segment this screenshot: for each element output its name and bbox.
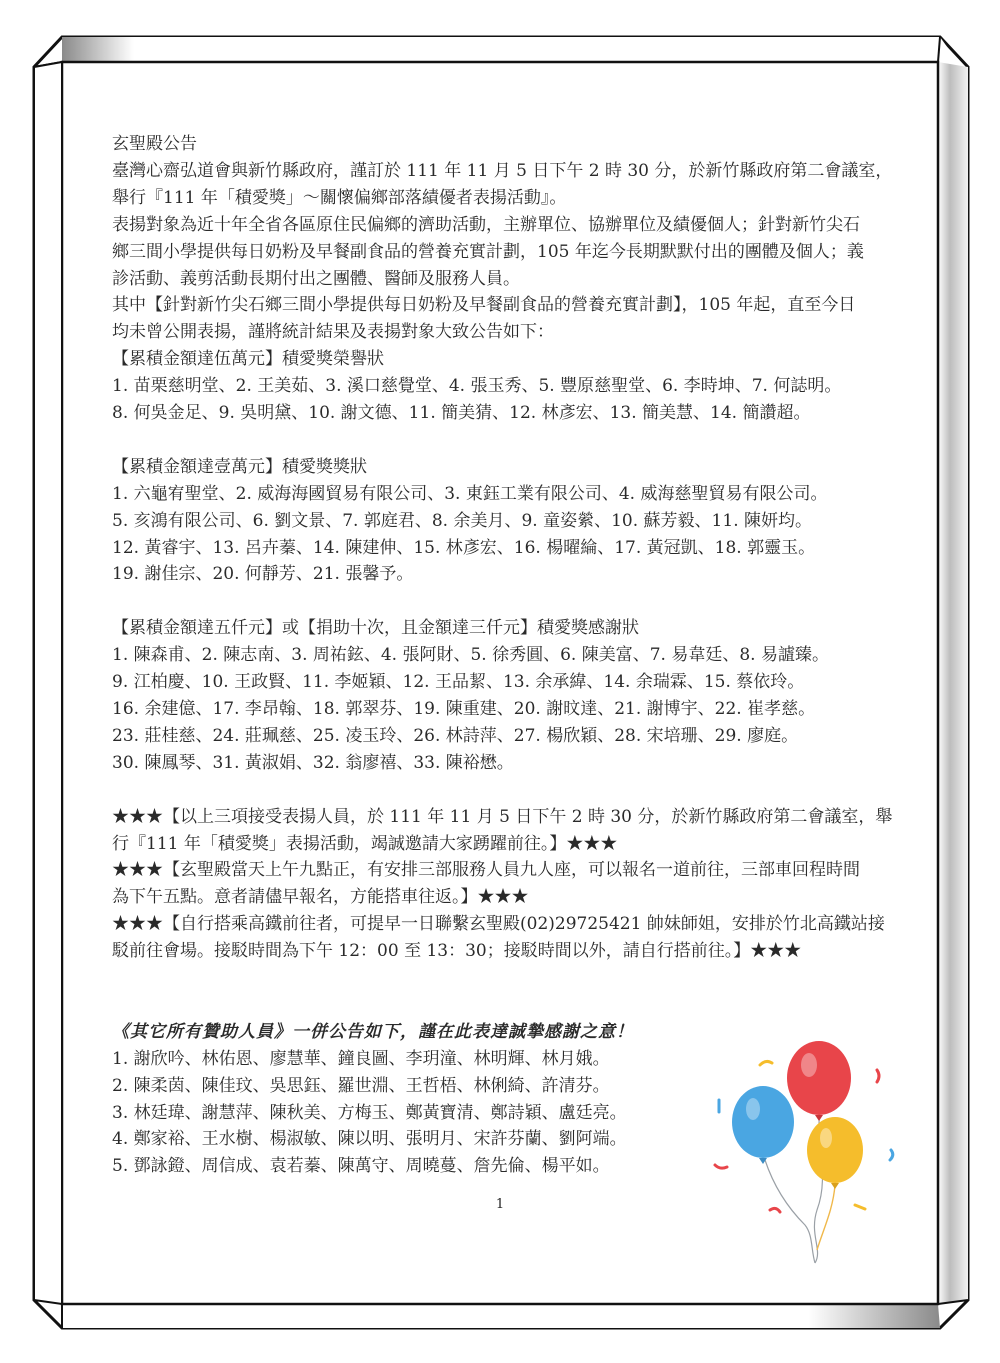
- sponsor-list-line: 5. 鄧詠鐙、周信成、袁若蓁、陳萬守、周曉蔓、詹先倫、楊平如。: [112, 1156, 610, 1177]
- announcement-bus: 為下午五點。意者請儘早報名，方能搭車往返。】★★★: [112, 887, 529, 908]
- award-list-line: 1. 陳森甫、2. 陳志南、3. 周祐鉉、4. 張阿財、5. 徐秀圓、6. 陳美富、7. 易韋廷、8. 易謯臻。: [112, 645, 829, 666]
- announcement-ceremony: ★★★【以上三項接受表揚人員，於 111 年 11 月 5 日下午 2 時 30 分，於新竹縣政府第二會議室，舉: [112, 806, 893, 827]
- intro-line: 均未曾公開表揚，謹將統計結果及表揚對象大致公告如下：: [112, 322, 554, 343]
- announcement-hsr: 駁前往會場。接駁時間為下午 12：00 至 13：30；接駁時間以外，請自行搭前往。】★★★: [112, 941, 802, 962]
- award-list-line: 5. 亥鴻有限公司、6. 劉文景、7. 郭庭君、8. 余美月、9. 童姿縈、10. 蘇芳毅、11. 陳妍均。: [112, 510, 812, 531]
- sponsor-list-line: 2. 陳柔茵、陳佳玟、吳思鈺、羅世淵、王哲梧、林俐綺、許清芬。: [112, 1075, 610, 1096]
- spacer: [112, 777, 897, 804]
- balloons-icon: [705, 1035, 905, 1265]
- spacer: [112, 427, 897, 454]
- page-number: 1: [495, 1197, 505, 1212]
- spacer: [112, 588, 897, 615]
- sponsor-list-line: 1. 謝欣吟、林佑恩、廖慧華、鐘良圖、李玥潼、林明輝、林月娥。: [112, 1048, 610, 1069]
- spacer: [112, 965, 897, 1019]
- award-list-line: 12. 黃睿宇、13. 呂卉蓁、14. 陳建伸、15. 林彥宏、16. 楊曜綸、17. 黃冠凱、18. 郭靈玉。: [112, 537, 816, 558]
- notice-body: [112, 131, 897, 1180]
- notice-title: 玄聖殿公告: [112, 134, 197, 154]
- sponsor-list-line: 4. 鄭家裕、王水樹、楊淑敏、陳以明、張明月、宋許芬蘭、劉阿端。: [112, 1129, 627, 1150]
- award-heading-50000: 【累積金額達伍萬元】積愛獎榮譽狀: [112, 349, 384, 370]
- intro-line: 鄉三間小學提供每日奶粉及早餐副食品的營養充實計劃，105 年迄今長期默默付出的團體及個人；義: [112, 241, 864, 262]
- sponsor-list-line: 3. 林廷瑋、謝慧萍、陳秋美、方梅玉、鄭黃寶清、鄭詩穎、盧廷亮。: [112, 1102, 627, 1123]
- intro-line: 診活動、義剪活動長期付出之團體、醫師及服務人員。: [112, 268, 520, 289]
- announcement-hsr: ★★★【自行搭乘高鐵前往者，可提早一日聯繫玄聖殿(02)29725421 帥妹師姐，安排於竹北高鐵站接: [112, 914, 885, 935]
- announcement-bus: ★★★【玄聖殿當天上午九點正，有安排三部服務人員九人座，可以報名一道前往，三部車回程時間: [112, 860, 860, 881]
- award-list-line: 19. 謝佳宗、20. 何靜芳、21. 張馨予。: [112, 564, 414, 585]
- award-list-line: 30. 陳鳳琴、31. 黃淑娟、32. 翁廖禧、33. 陳裕懋。: [112, 752, 514, 773]
- intro-line: 臺灣心齋弘道會與新竹縣政府，謹訂於 111 年 11 月 5 日下午 2 時 30 分，於新竹縣政府第二會議室，: [112, 160, 893, 181]
- intro-line: 舉行『111 年「積愛獎」～關懷偏鄉部落績優者表揚活動』。: [112, 187, 567, 208]
- award-heading-10000: 【累積金額達壹萬元】積愛獎獎狀: [112, 456, 367, 477]
- intro-line: 表揚對象為近十年全省各區原住民偏鄉的濟助活動，主辦單位、協辦單位及績優個人；針對新竹尖石: [112, 214, 860, 235]
- award-list-line: 1. 苗栗慈明堂、2. 王美茹、3. 溪口慈覺堂、4. 張玉秀、5. 豐原慈聖堂、6. 李時坤、7. 何誌明。: [112, 376, 842, 397]
- sponsors-heading: 《其它所有贊助人員》一併公告如下，謹在此表達誠摯感謝之意！: [112, 1021, 634, 1042]
- award-list-line: 9. 江柏慶、10. 王政賢、11. 李姬穎、12. 王品絜、13. 余承緯、14. 余瑞霖、15. 蔡依玲。: [112, 672, 805, 693]
- intro-line: 其中【針對新竹尖石鄉三間小學提供每日奶粉及早餐副食品的營養充實計劃】，105 年起，直至今日: [112, 295, 856, 316]
- announcement-ceremony: 行『111 年「積愛獎」表揚活動，竭誠邀請大家踴躍前往。】★★★: [112, 833, 618, 854]
- award-list-line: 16. 余建億、17. 李昂翰、18. 郭翠芬、19. 陳重建、20. 謝旼達、21. 謝博宇、22. 崔孝慈。: [112, 699, 816, 719]
- award-list-line: 23. 莊桂慈、24. 莊珮慈、25. 凌玉玲、26. 林詩萍、27. 楊欣穎、28. 宋培珊、29. 廖庭。: [112, 725, 799, 746]
- award-list-line: 1. 六龜宥聖堂、2. 威海海國貿易有限公司、3. 東鈺工業有限公司、4. 威海慈聖貿易有限公司。: [112, 483, 828, 504]
- award-heading-5000: 【累積金額達五仟元】或【捐助十次，且金額達三仟元】積愛獎感謝狀: [112, 618, 639, 639]
- award-list-line: 8. 何吳金足、9. 吳明黛、10. 謝文德、11. 簡美猜、12. 林彥宏、13. 簡美慧、14. 簡讚超。: [112, 403, 811, 424]
